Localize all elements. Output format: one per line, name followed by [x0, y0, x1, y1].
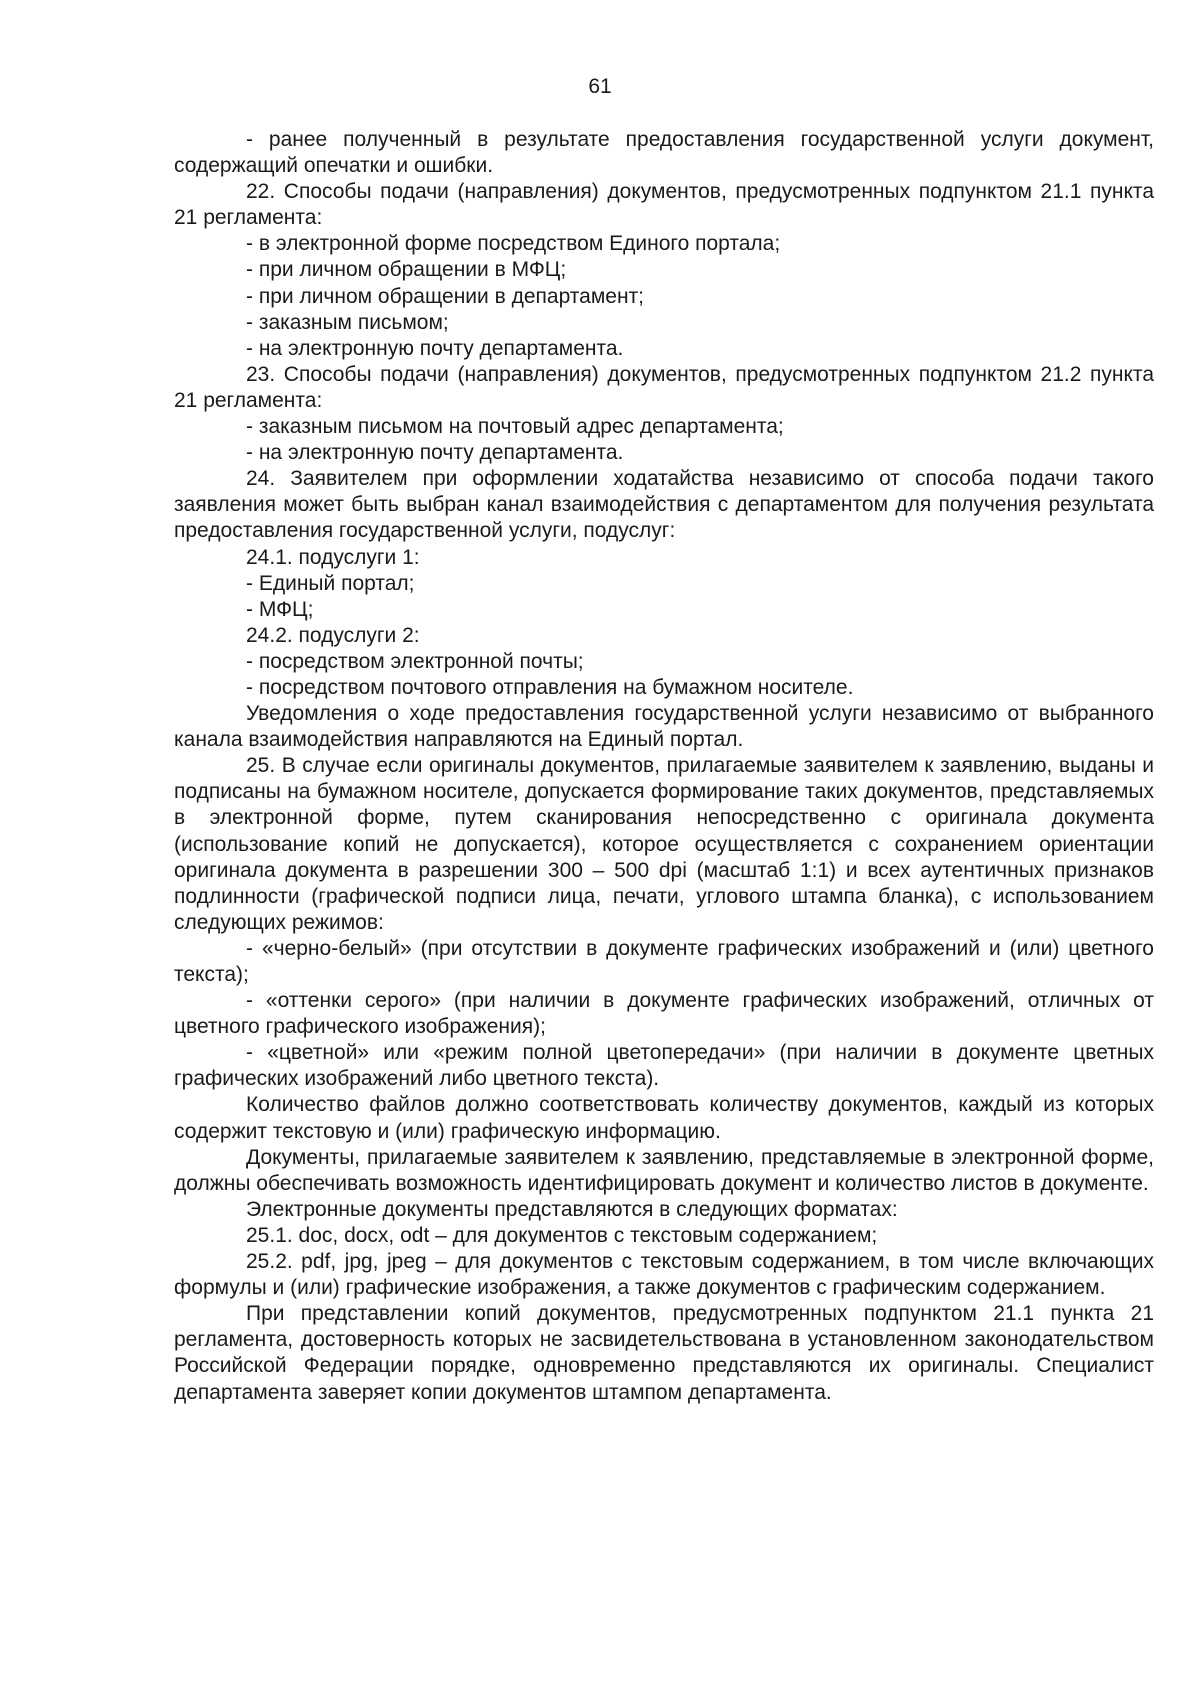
list-item: - «черно-белый» (при отсутствии в документе графических изображений и (или) цветного текста);: [174, 936, 1154, 986]
paragraph-25: 25. В случае если оригиналы документов, прилагаемые заявителем к заявлению, выданы и подписаны на бумажном носителе, допускается формирование таких документов, представляемых в электронной форме, путем сканирования непосредственно с оригинала документа (использование копий не допускается), которое осуществляется с сохранением ориентации оригинала документа в разрешении 300 – 500 dpi (масштаб 1:1) и всех аутентичных признаков подлинности (графической подписи лица, печати, углового штампа бланка), с использованием следующих режимов:: [174, 754, 1154, 934]
subparagraph-24-2: 24.2. подуслуги 2:: [246, 623, 420, 647]
paragraph-notifications: Уведомления о ходе предоставления государственной услуги независимо от выбранного канала взаимодействия направляются на Единый портал.: [174, 702, 1154, 752]
list-item: - «оттенки серого» (при наличии в документе графических изображений, отличных от цветного графического изображения);: [174, 989, 1154, 1039]
list-item: - при личном обращении в МФЦ;: [246, 258, 567, 282]
paragraph-22-heading: 22. Способы подачи (направления) документов, предусмотренных подпунктом 21.1 пункта 21 регламента:: [174, 180, 1154, 230]
list-item: - «цветной» или «режим полной цветопередачи» (при наличии в документе цветных графических изображений либо цветного текста).: [174, 1041, 1154, 1091]
list-item: - посредством электронной почты;: [246, 649, 584, 673]
document-body: [174, 127, 1154, 1406]
paragraph-copies: При представлении копий документов, предусмотренных подпунктом 21.1 пункта 21 регламента, достоверность которых не засвидетельствована в установленном законодательством Российской Федерации порядке, одновременно представляются их оригиналы. Специалист департамента заверяет копии документов штампом департамента.: [174, 1302, 1154, 1404]
list-item: - посредством почтового отправления на бумажном носителе.: [246, 675, 854, 699]
subparagraph-24-1: 24.1. подуслуги 1:: [246, 545, 420, 569]
paragraph-formats: Электронные документы представляются в следующих форматах:: [246, 1197, 898, 1221]
subparagraph-25-1: 25.1. doc, docx, odt – для документов с текстовым содержанием;: [246, 1223, 878, 1247]
list-item: - заказным письмом;: [246, 310, 449, 334]
page-number: 61: [588, 75, 612, 98]
list-item: - Единый портал;: [246, 571, 415, 595]
subparagraph-25-2: 25.2. pdf, jpg, jpeg – для документов с текстовым содержанием, в том числе включающих формулы и (или) графические изображения, а также документов с графическим содержанием.: [174, 1250, 1154, 1300]
list-item: - на электронную почту департамента.: [246, 336, 624, 360]
paragraph-file-count: Количество файлов должно соответствовать количеству документов, каждый из которых содержит текстовую и (или) графическую информацию.: [174, 1093, 1154, 1143]
list-item: - МФЦ;: [246, 597, 314, 621]
list-item: - в электронной форме посредством Единого портала;: [246, 232, 781, 256]
paragraph-23-heading: 23. Способы подачи (направления) документов, предусмотренных подпунктом 21.2 пункта 21 регламента:: [174, 362, 1154, 412]
paragraph-24: 24. Заявителем при оформлении ходатайства независимо от способа подачи такого заявления может быть выбран канал взаимодействия с департаментом для получения результата предоставления государственной услуги, подуслуг:: [174, 467, 1154, 543]
list-item: - заказным письмом на почтовый адрес департамента;: [246, 415, 784, 439]
paragraph-earlier-document: - ранее полученный в результате предоставления государственной услуги документ, содержащий опечатки и ошибки.: [174, 128, 1154, 178]
list-item: - при личном обращении в департамент;: [246, 284, 645, 308]
paragraph-documents: Документы, прилагаемые заявителем к заявлению, представляемые в электронной форме, должны обеспечивать возможность идентифицировать документ и количество листов в документе.: [174, 1145, 1154, 1195]
list-item: - на электронную почту департамента.: [246, 441, 624, 465]
